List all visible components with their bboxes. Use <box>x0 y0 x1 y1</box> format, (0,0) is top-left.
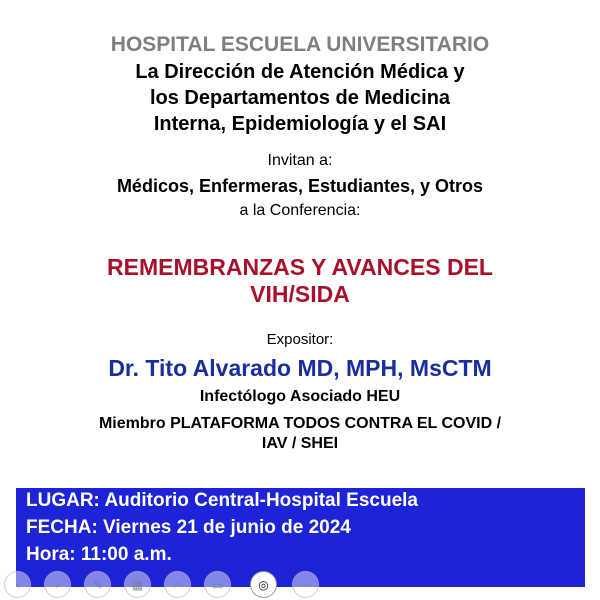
speaker-membership-line-2: IAV / SHEI <box>261 435 339 452</box>
event-location: LUGAR: Auditorio Central-Hospital Escuela <box>26 490 418 511</box>
expositor-label: Expositor: <box>266 331 334 348</box>
previous-icon: ‹ <box>15 577 20 592</box>
subtitles-icon: ▭ <box>211 577 224 592</box>
speaker-membership-line-1: Miembro PLATAFORMA TODOS CONTRA EL COVID / <box>98 415 502 432</box>
previous-slide-button[interactable] <box>4 571 31 598</box>
hospital-name: HOSPITAL ESCUELA UNIVERSITARIO <box>110 33 490 56</box>
invitan-label: Invitan a: <box>267 152 333 169</box>
event-date: FECHA: Viernes 21 de junio de 2024 <box>26 517 351 538</box>
conference-label: a la Conferencia: <box>239 202 361 219</box>
conference-title-line-1: REMEMBRANZAS Y AVANCES DEL <box>107 254 493 280</box>
direccion-line-1: La Dirección de Atención Médica y <box>135 61 465 83</box>
subtitles-button[interactable] <box>204 571 231 598</box>
camera-button[interactable] <box>250 571 277 598</box>
speaker-name: Dr. Tito Alvarado MD, MPH, MsCTM <box>108 355 492 381</box>
direccion-line-2: los Departamentos de Medicina <box>149 87 451 109</box>
camera-icon: ◎ <box>258 577 269 592</box>
event-time: Hora: 11:00 a.m. <box>26 544 172 565</box>
pen-icon: ✎ <box>92 577 103 592</box>
speaker-role: Infectólogo Asociado HEU <box>199 388 401 405</box>
pen-tool-button[interactable] <box>84 571 111 598</box>
direccion-line-3: Interna, Epidemiología y el SAI <box>153 113 447 135</box>
more-options-icon: ⋯ <box>299 577 312 592</box>
slides-grid-icon: ▦ <box>131 577 144 592</box>
next-icon: › <box>55 577 60 592</box>
audience-text: Médicos, Enfermeras, Estudiantes, y Otros <box>116 176 484 196</box>
see-all-slides-button[interactable] <box>124 571 151 598</box>
next-slide-button[interactable] <box>44 571 71 598</box>
zoom-button[interactable] <box>164 571 191 598</box>
zoom-icon: ⌕ <box>174 577 181 591</box>
more-options-button[interactable] <box>292 571 319 598</box>
presentation-toolbar <box>0 571 330 599</box>
conference-title-line-2: VIH/SIDA <box>250 281 350 307</box>
